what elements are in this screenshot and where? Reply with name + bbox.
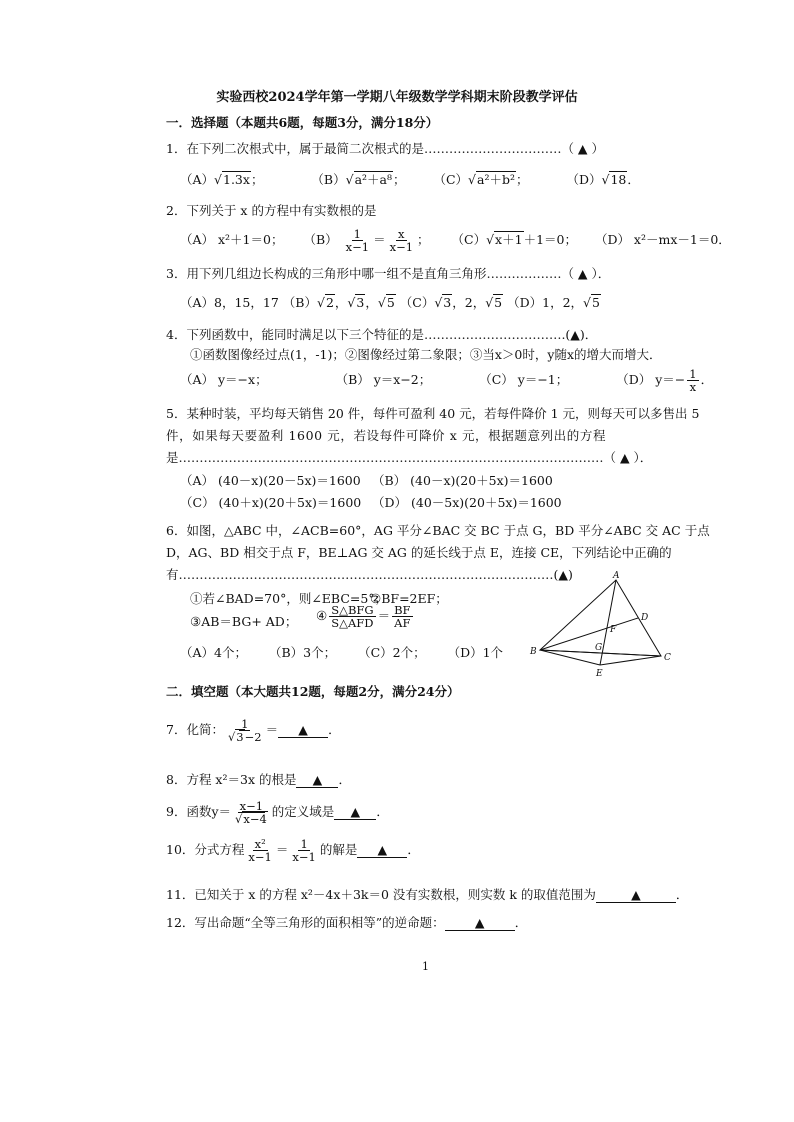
question-10-prefix: 10．分式方程 (166, 842, 245, 858)
fraction (344, 228, 371, 253)
answer-blank: ▲ (296, 772, 338, 788)
question-6-line-1: 6．如图，△ABC 中，∠ACB=60°，AG 平分∠BAC 交 BC 于点 G，BD 平分∠ABC 交 AC 于点 (166, 523, 710, 538)
question-6-statement-4 (316, 604, 415, 629)
sqrt-sign: √1.3x (214, 172, 250, 187)
equals-sign: ＝ (373, 232, 386, 248)
period: ． (675, 887, 689, 902)
triangle-figure (528, 570, 698, 680)
option-a: （A）4个； (180, 645, 247, 660)
question-5-option-a: （A） (40－x)(20－5x)＝1600 (180, 473, 361, 488)
option-b: （B） y＝x−2； (335, 372, 432, 388)
question-7 (166, 718, 341, 743)
question-5-line-3: 是…………………………………………………………………………………………（ ▲ ）． (166, 450, 653, 465)
radicand: 18 (610, 172, 627, 187)
option-a: （A） x²＋1＝0； (180, 232, 284, 248)
label-c: C (664, 653, 671, 663)
label-a: A (613, 571, 620, 581)
question-11 (166, 885, 688, 903)
answer-blank: ▲ (445, 915, 515, 931)
option-c-rest: ＋1＝0； (523, 232, 577, 248)
question-5-option-b: （B） (40－x)(20＋5x)＝1600 (372, 473, 553, 488)
page-title: 实验西校2024学年第一学期八年级数学学科期末阶段教学评估 (216, 90, 578, 105)
question-5-option-c: （C） (40＋x)(20＋5x)＝1600 (180, 495, 362, 510)
question-10-text: 的解是 (319, 842, 358, 858)
option-c-label: （C） (433, 172, 469, 187)
option-c: （C） y＝−1； (479, 372, 569, 388)
option-d-label: （D）1，2， (507, 295, 584, 310)
option-a: （A）8，15，17 (180, 295, 279, 310)
question-12 (166, 913, 527, 931)
denominator: x−1 (248, 850, 272, 865)
section-choice-heading: 一．选择题（本题共6题，每题3分，满分18分） (166, 115, 439, 130)
equals-sign: ＝ (275, 842, 289, 858)
numerator: 1 (353, 227, 361, 241)
question-3-options: （A）8，15，17 （B）√2，√3，√5 （C）√3，2，√5 （D）1，2，√5 (180, 295, 600, 310)
period: ． (338, 772, 351, 787)
numerator: 1 (300, 837, 308, 851)
denominator: x−1 (292, 850, 316, 865)
question-2-stem: 2．下列关于 x 的方程中有实数根的是 (166, 203, 377, 218)
question-6-options (180, 643, 503, 661)
question-11-text: 11．已知关于 x 的方程 x²－4x＋3k＝0 没有实数根，则实数 k 的取值范围为 (166, 887, 596, 902)
answer-blank: ▲ (357, 842, 407, 858)
period: ． (328, 722, 341, 738)
fraction (392, 604, 412, 629)
numerator: BF (394, 603, 411, 617)
denominator: √x−4 (235, 812, 267, 827)
denominator: AF (394, 616, 411, 631)
function-y: y＝ (211, 804, 232, 820)
radicand: a²＋b² (477, 172, 515, 187)
numerator: 1 (689, 367, 697, 381)
option-d: （D） y＝− (616, 372, 686, 388)
sqrt-5: √5 (377, 295, 395, 310)
option-a-label: （A） (180, 172, 215, 187)
fraction (290, 838, 317, 863)
numerator: x−1 (239, 799, 264, 813)
sqrt-5: √5 (583, 295, 600, 310)
question-12-text: 12．写出命题“全等三角形的面积相等”的逆命题： (166, 915, 445, 930)
period: ． (514, 915, 528, 930)
sqrt-sign: √a²＋a⁸ (345, 172, 392, 187)
question-4-conditions: ①函数图像经过点(1，-1)；②图像经过第二象限；③当x＞0时，y随x的增大而增大． (190, 347, 662, 362)
option-d: （D）1个 (447, 645, 504, 660)
option-c-label: （C） (399, 295, 435, 310)
numerator: S△BFG (331, 603, 374, 617)
question-2-options: （A） x²＋1＝0； （B） $\frac{1}{x-1}$ ＝ $\frac{x}{x-1}$ ； （C）√x＋1＋1＝0； （D） x²－mx－1＝0． (180, 227, 731, 255)
period: ． (407, 842, 420, 858)
equals-sign: ＝ (265, 722, 279, 738)
numerator: x (398, 227, 405, 241)
numerator: x² (254, 837, 266, 851)
option-b: （B）3个； (268, 645, 337, 660)
sqrt-2: √2 (316, 295, 334, 310)
denominator: x (689, 380, 697, 395)
question-6-statement-2: ②BF=2EF； (370, 591, 448, 606)
label-f: F (610, 625, 617, 635)
radicand: a²＋a⁸ (354, 172, 392, 187)
answer-blank: ▲ (278, 722, 328, 738)
question-9-prefix: 9．函数 (166, 804, 212, 820)
fraction (687, 368, 698, 393)
denominator: x−1 (389, 240, 414, 255)
denominator-rest: −2 (244, 730, 262, 745)
question-4-stem: 4．下列函数中，能同时满足以下三个特征的是…………………………….(▲)． (166, 327, 598, 342)
radicand: 3 (236, 730, 244, 745)
equals-sign: ＝ (377, 608, 391, 624)
segment-bd (540, 618, 638, 650)
sqrt-3: √3 (434, 295, 452, 310)
option-c-mid: ，2， (452, 295, 486, 310)
question-8-text: 8．方程 x²＝3x 的根是 (166, 772, 297, 787)
option-c: （C）2个； (358, 645, 426, 660)
question-5-line-2: 件，如果每天要盈利 1600 元，若设每件可降价 x 元，根据题意列出的方程 (166, 428, 607, 443)
radicand: x＋1 (495, 232, 523, 248)
fraction (329, 604, 375, 629)
denominator: x−1 (345, 240, 370, 255)
answer-blank: ▲ (334, 804, 376, 820)
question-1-stem: 1．在下列二次根式中，属于最简二次根式的是……………………………（ ▲ ） (166, 141, 605, 156)
segment-ce (600, 656, 661, 665)
sqrt-sign: √x＋1 (486, 232, 523, 248)
question-6-line-3: 有………………………………………………………………………………(▲) (166, 567, 573, 582)
label-d: D (641, 613, 649, 623)
option-b-label: （B） (282, 295, 317, 310)
question-6-line-2: D，AG、BD 相交于点 F，BE⊥AG 交 AG 的延长线于点 E，连接 CE，下列结论中正确的 (166, 545, 672, 560)
answer-blank: ▲ (596, 887, 676, 903)
label-e: E (596, 669, 603, 679)
denominator: √3−2 (227, 730, 262, 745)
question-10 (166, 838, 420, 863)
question-9-text: 的定义域是 (271, 804, 335, 820)
option-a: （A） y＝−x； (180, 372, 268, 388)
option-b-label: （B） (303, 232, 338, 248)
question-6-statement-3: ③AB＝BG+ AD； (190, 614, 298, 629)
option-d: （D） x²－mx－1＝0． (594, 232, 731, 248)
option-c-label: （C） (451, 232, 487, 248)
question-8 (166, 770, 351, 788)
question-3-stem: 3．用下列几组边长构成的三角形中哪一组不是直角三角形………………（ ▲ ）． (166, 266, 611, 281)
sqrt-5: √5 (485, 295, 503, 310)
radicand: x−4 (243, 812, 267, 827)
statement-number: ④ (316, 608, 328, 624)
period: ． (376, 804, 389, 820)
fraction (226, 718, 264, 743)
numerator: 1 (241, 717, 249, 731)
section-fill-heading: 二．填空题（本大题共12题，每题2分，满分24分） (166, 684, 460, 699)
denominator: S△AFD (331, 616, 374, 631)
question-1-options: （A）√1.3x； （B）√a²＋a⁸； （C）√a²＋b²； （D）√18． (180, 172, 640, 187)
fraction (246, 838, 273, 863)
question-6-statement-1: ①若∠BAD=70°，则∠EBC=5°； (190, 591, 388, 606)
sqrt-sign: √a²＋b² (468, 172, 515, 187)
option-d-label: （D） (566, 172, 602, 187)
question-4-options: （A） y＝−x； （B） y＝x−2； （C） y＝−1； （D） y＝− $\frac{1}{x}$ ． (180, 367, 714, 395)
sqrt-3: √3 (347, 295, 365, 310)
question-5-option-d: （D） (40－5x)(20＋5x)＝1600 (372, 495, 562, 510)
fraction (388, 228, 415, 253)
sqrt-sign: √18 (601, 172, 627, 187)
question-7-prefix: 7．化简： (166, 722, 224, 738)
radicand: 1.3x (223, 172, 250, 187)
question-9 (166, 800, 389, 825)
option-b-label: （B） (311, 172, 346, 187)
fraction (233, 800, 270, 825)
question-5-line-1: 5．某种时装，平均每天销售 20 件，每件可盈利 40 元，若每件降价 1 元，则每天可以多售出 5 (166, 406, 700, 421)
page-number: 1 (422, 960, 429, 973)
label-g: G (595, 643, 603, 653)
label-b: B (530, 647, 537, 657)
